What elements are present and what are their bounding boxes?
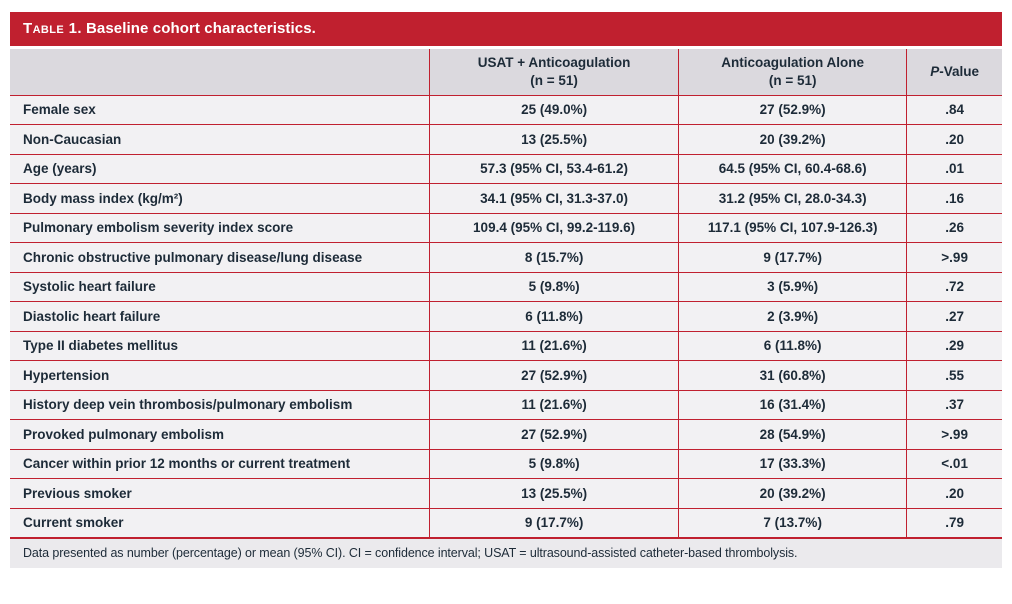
anticoag-value: 9 (17.7%) <box>679 243 907 273</box>
anticoag-value: 117.1 (95% CI, 107.9-126.3) <box>679 213 907 243</box>
row-label: Hypertension <box>10 361 430 391</box>
row-p-value: .55 <box>907 361 1002 391</box>
row-label: Previous smoker <box>10 479 430 509</box>
row-p-value: .29 <box>907 331 1002 361</box>
anticoag-value: 31 (60.8%) <box>679 361 907 391</box>
usat-value: 109.4 (95% CI, 99.2-119.6) <box>430 213 679 243</box>
anticoag-value: 20 (39.2%) <box>679 479 907 509</box>
table-row <box>10 243 1002 273</box>
table-header <box>10 49 1002 95</box>
table-row <box>10 184 1002 214</box>
table-row <box>10 508 1002 538</box>
anticoag-value: 17 (33.3%) <box>679 449 907 479</box>
anticoag-value: 64.5 (95% CI, 60.4-68.6) <box>679 154 907 184</box>
header-anticoag-line2: (n = 51) <box>768 72 817 88</box>
row-label: History deep vein thrombosis/pulmonary embolism <box>10 390 430 420</box>
row-label: Cancer within prior 12 months or current treatment <box>10 449 430 479</box>
header-anticoag-line1: Anticoagulation Alone <box>721 55 865 71</box>
header-usat-group <box>430 49 679 95</box>
row-label: Female sex <box>10 95 430 125</box>
usat-value: 34.1 (95% CI, 31.3-37.0) <box>430 184 679 214</box>
row-p-value: .20 <box>907 479 1002 509</box>
row-p-value: .72 <box>907 272 1002 302</box>
usat-value: 11 (21.6%) <box>430 390 679 420</box>
row-label: Non-Caucasian <box>10 125 430 155</box>
row-p-value: >.99 <box>907 243 1002 273</box>
header-usat-line2: (n = 51) <box>530 72 578 88</box>
usat-value: 13 (25.5%) <box>430 479 679 509</box>
table-row <box>10 213 1002 243</box>
table-row <box>10 420 1002 450</box>
usat-value: 5 (9.8%) <box>430 272 679 302</box>
row-label: Provoked pulmonary embolism <box>10 420 430 450</box>
anticoag-value: 3 (5.9%) <box>679 272 907 302</box>
row-label: Age (years) <box>10 154 430 184</box>
header-usat-line1: USAT + Anticoagulation <box>477 55 631 71</box>
anticoag-value: 20 (39.2%) <box>679 125 907 155</box>
usat-value: 57.3 (95% CI, 53.4-61.2) <box>430 154 679 184</box>
baseline-characteristics-table <box>10 49 1002 568</box>
anticoag-value: 27 (52.9%) <box>679 95 907 125</box>
footnote-row <box>10 538 1002 568</box>
table-body <box>10 95 1002 538</box>
usat-value: 27 (52.9%) <box>430 361 679 391</box>
p-value-italic-p: P <box>930 63 940 79</box>
row-p-value: .27 <box>907 302 1002 332</box>
row-p-value: .26 <box>907 213 1002 243</box>
row-label: Body mass index (kg/m²) <box>10 184 430 214</box>
footnote-text: Data presented as number (percentage) or mean (95% CI). CI = confidence interval; USAT = ultrasound-assisted catheter-based thrombolysis. <box>10 538 1002 568</box>
usat-value: 5 (9.8%) <box>430 449 679 479</box>
table-footer <box>10 538 1002 568</box>
table-row <box>10 449 1002 479</box>
anticoag-value: 6 (11.8%) <box>679 331 907 361</box>
anticoag-value: 2 (3.9%) <box>679 302 907 332</box>
anticoag-value: 16 (31.4%) <box>679 390 907 420</box>
row-label: Chronic obstructive pulmonary disease/lung disease <box>10 243 430 273</box>
table-row <box>10 302 1002 332</box>
anticoag-value: 31.2 (95% CI, 28.0-34.3) <box>679 184 907 214</box>
usat-value: 25 (49.0%) <box>430 95 679 125</box>
table-row <box>10 390 1002 420</box>
table-title-bar <box>10 12 1002 46</box>
row-p-value: >.99 <box>907 420 1002 450</box>
header-characteristic <box>10 49 430 95</box>
row-p-value: .79 <box>907 508 1002 538</box>
row-p-value: .01 <box>907 154 1002 184</box>
row-label: Current smoker <box>10 508 430 538</box>
usat-value: 6 (11.8%) <box>430 302 679 332</box>
row-p-value: .84 <box>907 95 1002 125</box>
row-label: Pulmonary embolism severity index score <box>10 213 430 243</box>
row-p-value: .37 <box>907 390 1002 420</box>
usat-value: 8 (15.7%) <box>430 243 679 273</box>
table-row <box>10 95 1002 125</box>
table-row <box>10 361 1002 391</box>
table-title-text: Baseline cohort characteristics. <box>85 20 316 37</box>
table-row <box>10 479 1002 509</box>
table-row <box>10 272 1002 302</box>
anticoag-value: 28 (54.9%) <box>679 420 907 450</box>
header-anticoag-group <box>679 49 907 95</box>
row-label: Diastolic heart failure <box>10 302 430 332</box>
usat-value: 9 (17.7%) <box>430 508 679 538</box>
usat-value: 27 (52.9%) <box>430 420 679 450</box>
usat-value: 13 (25.5%) <box>430 125 679 155</box>
row-label: Systolic heart failure <box>10 272 430 302</box>
row-label: Type II diabetes mellitus <box>10 331 430 361</box>
table-title-prefix: Table 1. <box>23 20 82 37</box>
row-p-value: .16 <box>907 184 1002 214</box>
p-value-rest: -Value <box>939 63 980 79</box>
table-row <box>10 125 1002 155</box>
anticoag-value: 7 (13.7%) <box>679 508 907 538</box>
table-row <box>10 154 1002 184</box>
header-row <box>10 49 1002 95</box>
row-p-value: .20 <box>907 125 1002 155</box>
row-p-value: <.01 <box>907 449 1002 479</box>
table-row <box>10 331 1002 361</box>
header-p-value <box>907 49 1002 95</box>
usat-value: 11 (21.6%) <box>430 331 679 361</box>
